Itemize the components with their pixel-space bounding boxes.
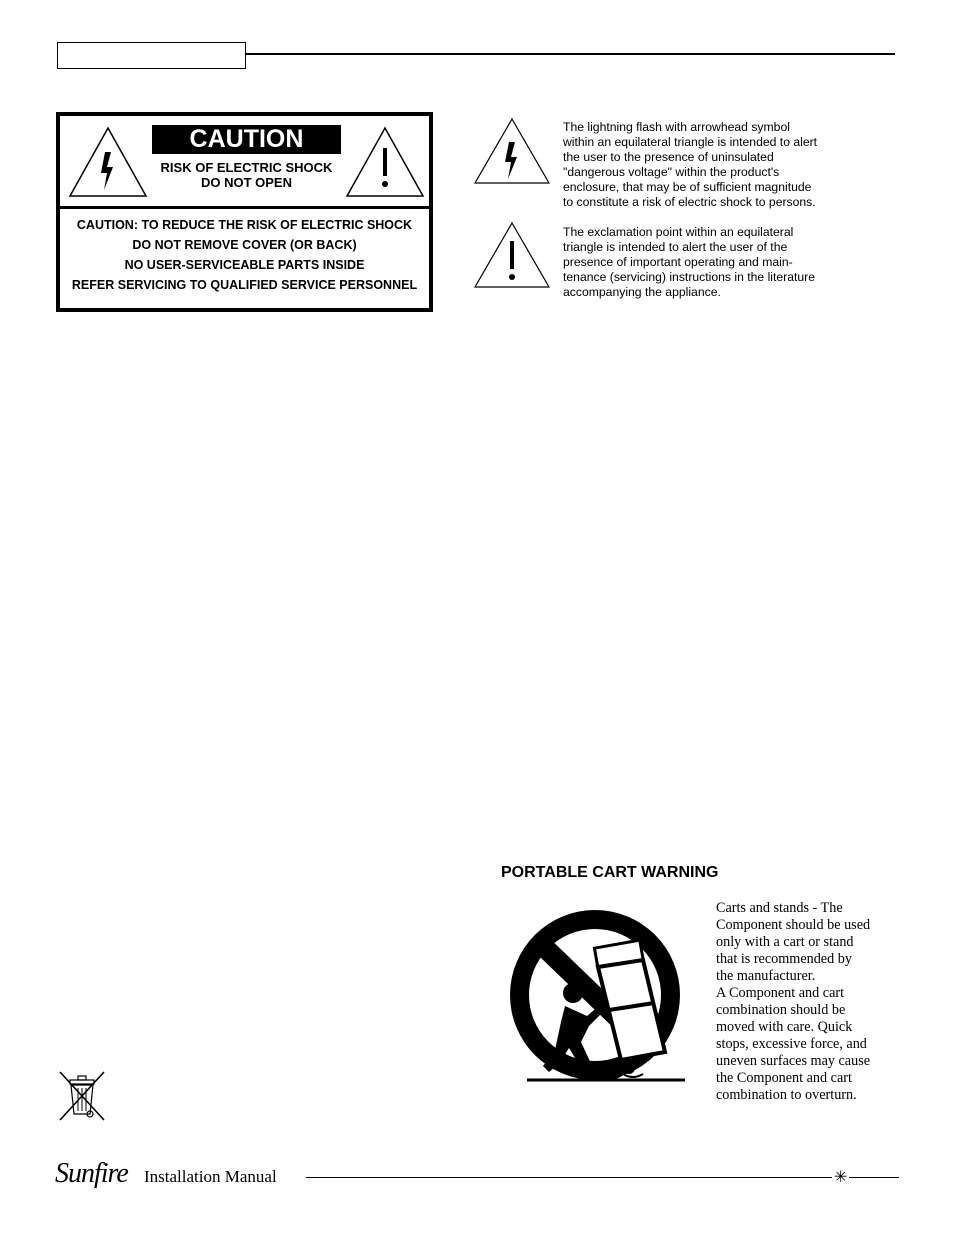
text-line: combination to overturn.	[716, 1087, 857, 1103]
text-line: "dangerous voltage" within the product's	[563, 165, 780, 179]
footer-ornament: ✳	[834, 1167, 848, 1186]
cart-warning-title: PORTABLE CART WARNING	[501, 864, 719, 881]
lightning-triangle-icon	[68, 126, 148, 198]
text-line: to constitute a risk of electric shock to persons.	[563, 195, 816, 209]
caution-line: REFER SERVICING TO QUALIFIED SERVICE PERSONNEL	[71, 278, 418, 292]
caution-label-top	[60, 116, 429, 209]
cart-warning-text	[716, 900, 896, 1104]
text-line: stops, excessive force, and	[716, 1036, 867, 1052]
header-tab-box	[57, 42, 246, 69]
text-line: triangle is intended to alert the user of the	[563, 240, 788, 254]
brand-logo: Sunfire	[55, 1158, 128, 1189]
exclamation-triangle-icon	[473, 221, 551, 289]
text-line: accompanying the appliance.	[563, 285, 721, 299]
caution-subtitle-line2: DO NOT OPEN	[200, 175, 292, 190]
cart-tipover-icon	[503, 902, 689, 1088]
exclamation-description	[563, 225, 863, 300]
footer-rule	[306, 1177, 899, 1178]
lightning-triangle-icon	[473, 117, 551, 185]
text-line: presence of important operating and main-	[563, 255, 793, 269]
text-line: that is recommended by	[716, 951, 852, 967]
text-line: enclosure, that may be of sufficient magnitude	[563, 180, 812, 194]
text-line: A Component and cart	[716, 985, 845, 1001]
text-line: the Component and cart	[716, 1070, 852, 1086]
text-line: The lightning flash with arrowhead symbol	[563, 120, 790, 134]
text-line: moved with care. Quick	[716, 1019, 853, 1035]
text-line: tenance (servicing) instructions in the literature	[563, 270, 815, 284]
manual-label: Installation Manual	[144, 1167, 277, 1186]
text-line: the manufacturer.	[716, 968, 816, 984]
lightning-description	[563, 120, 863, 210]
text-line: Component should be used	[716, 917, 871, 933]
crossed-bin-icon	[56, 1068, 108, 1124]
caution-line: CAUTION: TO REDUCE THE RISK OF ELECTRIC SHOCK	[76, 218, 413, 232]
caution-line: DO NOT REMOVE COVER (OR BACK)	[132, 238, 357, 252]
caution-label	[56, 112, 433, 312]
text-line: combination should be	[716, 1002, 846, 1018]
text-line: within an equilateral triangle is intended to alert	[563, 135, 818, 149]
text-line: The exclamation point within an equilateral	[563, 225, 794, 239]
header-rule	[246, 53, 895, 55]
exclamation-triangle-icon	[345, 126, 425, 198]
caution-subtitle-line1: RISK OF ELECTRIC SHOCK	[160, 160, 333, 175]
caution-title: CAUTION	[152, 125, 341, 154]
caution-line: NO USER-SERVICEABLE PARTS INSIDE	[124, 258, 365, 272]
text-line: uneven surfaces may cause	[716, 1053, 871, 1069]
text-line: only with a cart or stand	[716, 934, 854, 950]
text-line: Carts and stands - The	[716, 900, 843, 916]
text-line: the user to the presence of uninsulated	[563, 150, 774, 164]
